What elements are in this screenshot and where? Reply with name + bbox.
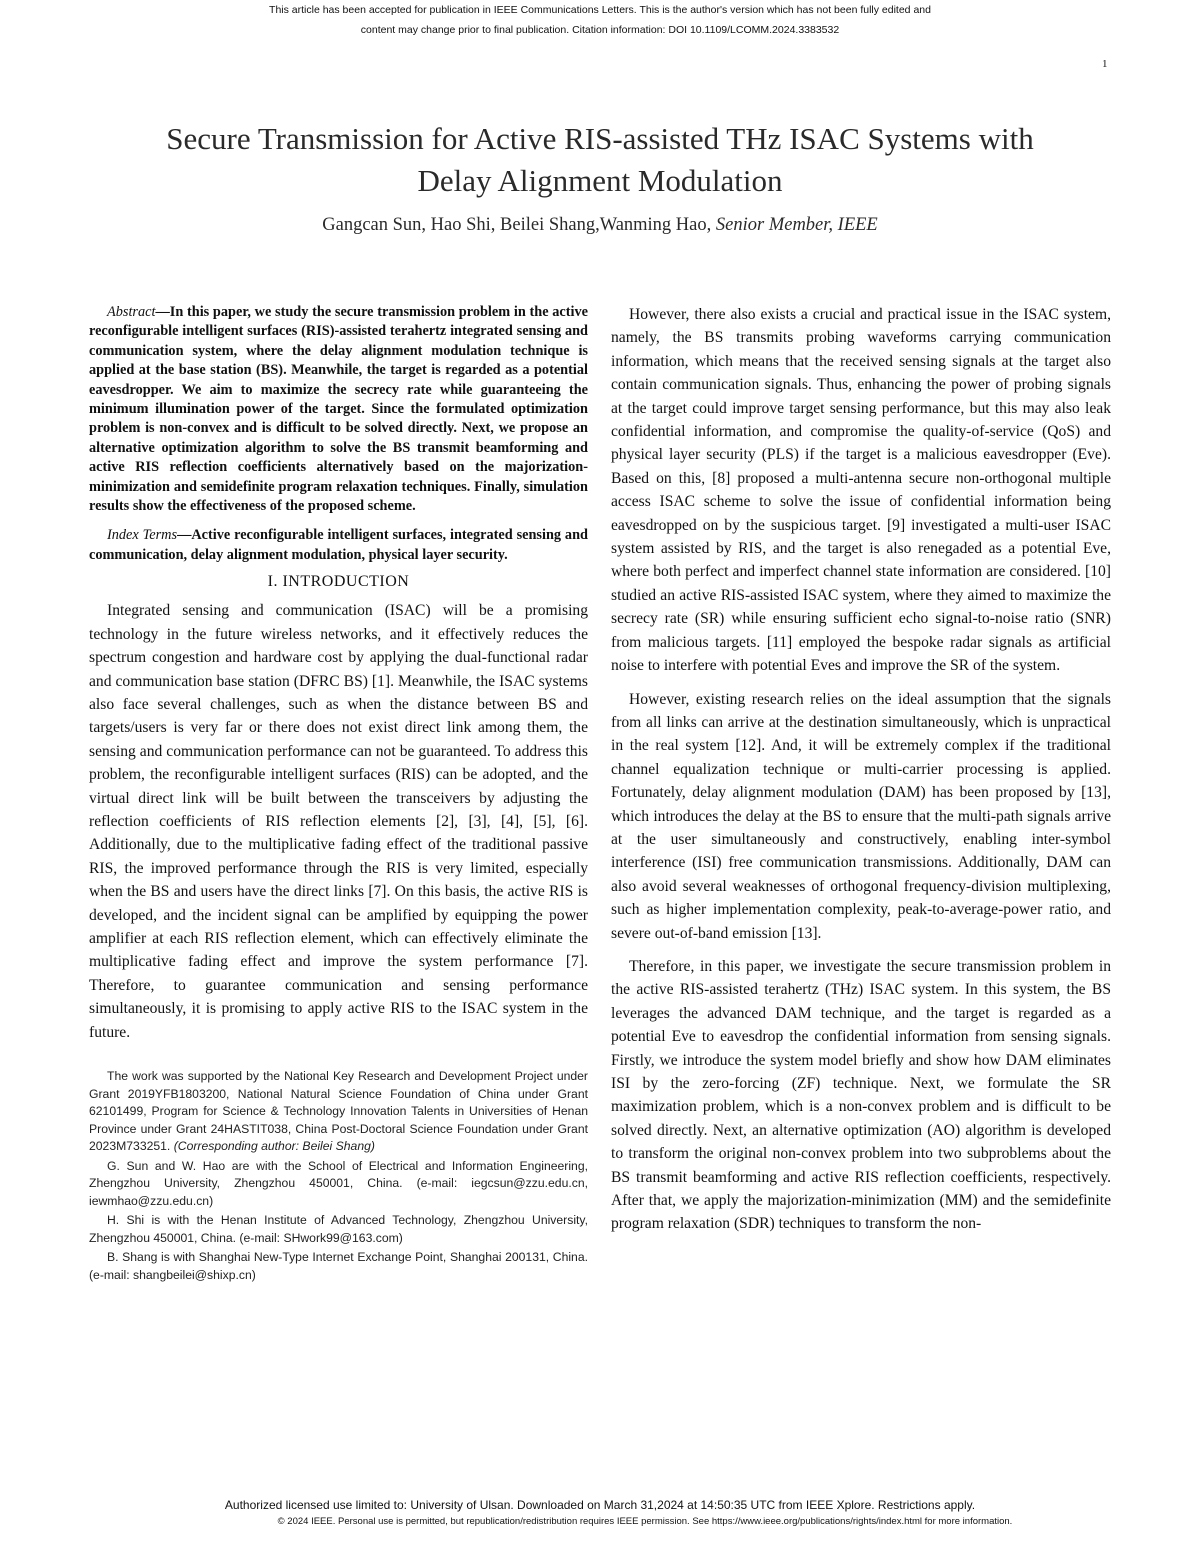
banner-line-1: This article has been accepted for publication in IEEE Communications Letters. This is the author's version which has not been fully edited and — [269, 4, 931, 16]
footnotes — [89, 1068, 588, 1284]
title-line-2: Delay Alignment Modulation — [417, 163, 783, 198]
abstract-label: Abstract — [107, 304, 156, 320]
banner-line-2: content may change prior to final publication. Citation information: DOI 10.1109/LCOMM.2024.3383532 — [360, 24, 840, 36]
author-list — [80, 215, 1120, 236]
authors-names: Gangcan Sun, Hao Shi, Beilei Shang,Wanming Hao, — [322, 215, 712, 235]
right-column — [611, 303, 1111, 1246]
index-terms-text: Active reconfigurable intelligent surfaces, integrated sensing and communication, delay alignment modulation, physical layer security. — [89, 527, 588, 563]
footnote-affiliation-shang: B. Shang is with Shanghai New-Type Internet Exchange Point, Shanghai 200131, China. (e-mail: shangbeilei@shixp.cn) — [89, 1250, 588, 1282]
footnote-funding-text: The work was supported by the National Key Research and Development Project under Grant 2019YFB1803200, National Natural Science Foundation of China under Grant 62101499, Program for Science & Technology Innovation Talents in Universities of Henan Province under Grant 24HASTIT038, China Post-Doctoral Science Foundation under Grant 2023M733251. — [89, 1069, 588, 1153]
intro-paragraph-1: Integrated sensing and communication (ISAC) will be a promising technology in the future wireless networks, and it effectively reduces the spectrum congestion and hardware cost by applying the dual-functional radar and communication base station (DFRC BS) [1]. Meanwhile, the ISAC systems also face several challenges, such as when the distance between BS and targets/users is very far or there does not exist direct link among them, the sensing and communication performance can not be guaranteed. To address this problem, the reconfigurable intelligent surfaces (RIS) can be adopted, and the virtual direct link will be built between the transceivers by adjusting the reflection coefficients of RIS reflection elements [2], [3], [4], [5], [6]. Additionally, due to the multiplicative fading effect of the traditional passive RIS, the improved performance through the RIS is very limited, especially when the BS and users have the direct links [7]. On this basis, the active RIS is developed, and the incident signal can be amplified by equipping the power amplifier at each RIS reflection element, which can effectively eliminate the multiplicative fading effect and improve the system performance [7]. Therefore, to guarantee communication and sensing performance simultaneously, it is promising to apply active RIS to the ISAC system in the future. — [89, 602, 588, 1041]
intro-paragraph-4: Therefore, in this paper, we investigate the secure transmission problem in the active RIS-assisted terahertz (THz) ISAC system. In this system, the BS leverages the advanced DAM technique, and the target is regarded as a potential Eve to eavesdrop the confidential information from sensing signals. Firstly, we introduce the system model briefly and show how DAM eliminates ISI by the zero-forcing (ZF) technique. Next, we formulate the SR maximization problem, which is a non-convex problem and is difficult to be solved directly. Next, an alternative optimization (AO) algorithm is developed to transform the original non-convex problem into two subproblems about the BS transmit beamforming and active RIS reflection coefficients, respectively. After that, we apply the majorization-minimization (MM) and the semidefinite program relaxation (SDR) techniques to transform the non- — [611, 957, 1111, 1233]
index-terms-label: Index Terms — [107, 527, 178, 544]
left-column — [89, 303, 588, 1286]
publication-banner — [0, 0, 1200, 40]
section-heading-introduction: I. INTRODUCTION — [267, 573, 410, 591]
title-line-1: Secure Transmission for Active RIS-assisted THz ISAC Systems with — [166, 121, 1034, 156]
index-terms: Index Terms—Active reconfigurable intelligent surfaces, integrated sensing and communication, delay alignment modulation, physical layer security. — [89, 527, 588, 563]
intro-paragraph-2: However, there also exists a crucial and practical issue in the ISAC system, namely, the BS transmits probing waveforms carrying communication information, which means that the received sensing signals at the target also contain communication signals. Thus, enhancing the power of probing signals at the target could improve target sensing performance, but this may also leak confidential information, and compromise the quality-of-service (QoS) and physical layer security (PLS) if the target is a malicious eavesdropper (Eve). Based on this, [8] proposed a multi-antenna secure non-orthogonal multiple access ISAC scheme to solve the issue of confidential information being eavesdropped on by the suspicious target. [9] investigated a multi-user ISAC system assisted by RIS, and the target is also renegaded as a potential Eve, where both perfect and imperfect channel state information are considered. [10] studied an active RIS-assisted ISAC system, where they aimed to maximize the secrecy rate (SR) while ensuring sufficient echo signal-to-noise ratio (SNR) from malicious targets. [11] employed the bespoke radar signals as artificial noise to interfere with potential Eves and improve the SR of the system. — [611, 306, 1111, 675]
footnote-funding — [89, 1068, 588, 1156]
abstract-text: In this paper, we study the secure transmission problem in the active reconfigurable intelligent surfaces (RIS)-assisted terahertz integrated sensing and communication system, where the delay alignment modulation technique is applied at the base station (BS). Meanwhile, the target is regarded as a potential eavesdropper. We aim to maximize the secrecy rate while guaranteeing the minimum illumination power of the target. Since the formulated optimization problem is non-convex and is difficult to be solved directly. Next, we propose an alternative optimization algorithm to solve the BS transmit beamforming and active RIS reflection coefficients alternatively based on the majorization-minimization and semidefinite program relaxation techniques. Finally, simulation results show the effectiveness of the proposed scheme. — [89, 304, 588, 515]
page-footer — [0, 1497, 1200, 1529]
page-number: 1 — [1102, 58, 1108, 70]
intro-paragraph-3: However, existing research relies on the ideal assumption that the signals from all links can arrive at the destination simultaneously, which is unpractical in the real system [12]. And, it will be extremely complex if the traditional channel equalization technique or multi-carrier processing is applied. Fortunately, delay alignment modulation (DAM) has been proposed by [13], which introduces the delay at the BS to ensure that the multi-path signals arrive at the user simultaneously and constructively, enabling inter-symbol interference (ISI) free communication transmissions. Additionally, DAM can also avoid several weaknesses of orthogonal frequency-division multiplexing, such as higher implementation complexity, peak-to-average-power ratio, and severe out-of-band emission [13]. — [611, 690, 1111, 942]
footnote-corresponding-author: (Corresponding author: Beilei Shang) — [173, 1139, 375, 1153]
author-membership: Senior Member, IEEE — [715, 215, 878, 235]
footer-license-line: Authorized licensed use limited to: University of Ulsan. Downloaded on March 31,2024 at 14:50:35 UTC from IEEE Xplore. Restrictions apply. — [224, 1498, 976, 1512]
footnote-affiliation-shi: H. Shi is with the Henan Institute of Advanced Technology, Zhengzhou University, Zhengzhou 450001, China. (e-mail: SHwork99@163.com) — [89, 1213, 588, 1245]
paper-title — [80, 118, 1120, 202]
footer-copyright-line: © 2024 IEEE. Personal use is permitted, but republication/redistribution requires IEEE permission. See https://www.ieee.org/publications/rights/index.html for more information. — [277, 1516, 1013, 1527]
footnote-affiliation-sun-hao: G. Sun and W. Hao are with the School of Electrical and Information Engineering, Zhengzhou University, Zhengzhou 450001, China. (e-mail: iegcsun@zzu.edu.cn, iewmhao@zzu.edu.cn) — [89, 1158, 588, 1208]
abstract: Abstract—In this paper, we study the secure transmission problem in the active reconfigurable intelligent surfaces (RIS)-assisted terahertz integrated sensing and communication system, where the delay alignment modulation technique is applied at the base station (BS). Meanwhile, the target is regarded as a potential eavesdropper. We aim to maximize the secrecy rate while guaranteeing the minimum illumination power of the target. Since the formulated optimization problem is non-convex and is difficult to be solved directly. Next, we propose an alternative optimization algorithm to solve the BS transmit beamforming and active RIS reflection coefficients alternatively based on the majorization-minimization and semidefinite program relaxation techniques. Finally, simulation results show the effectiveness of the proposed scheme. — [89, 304, 588, 515]
